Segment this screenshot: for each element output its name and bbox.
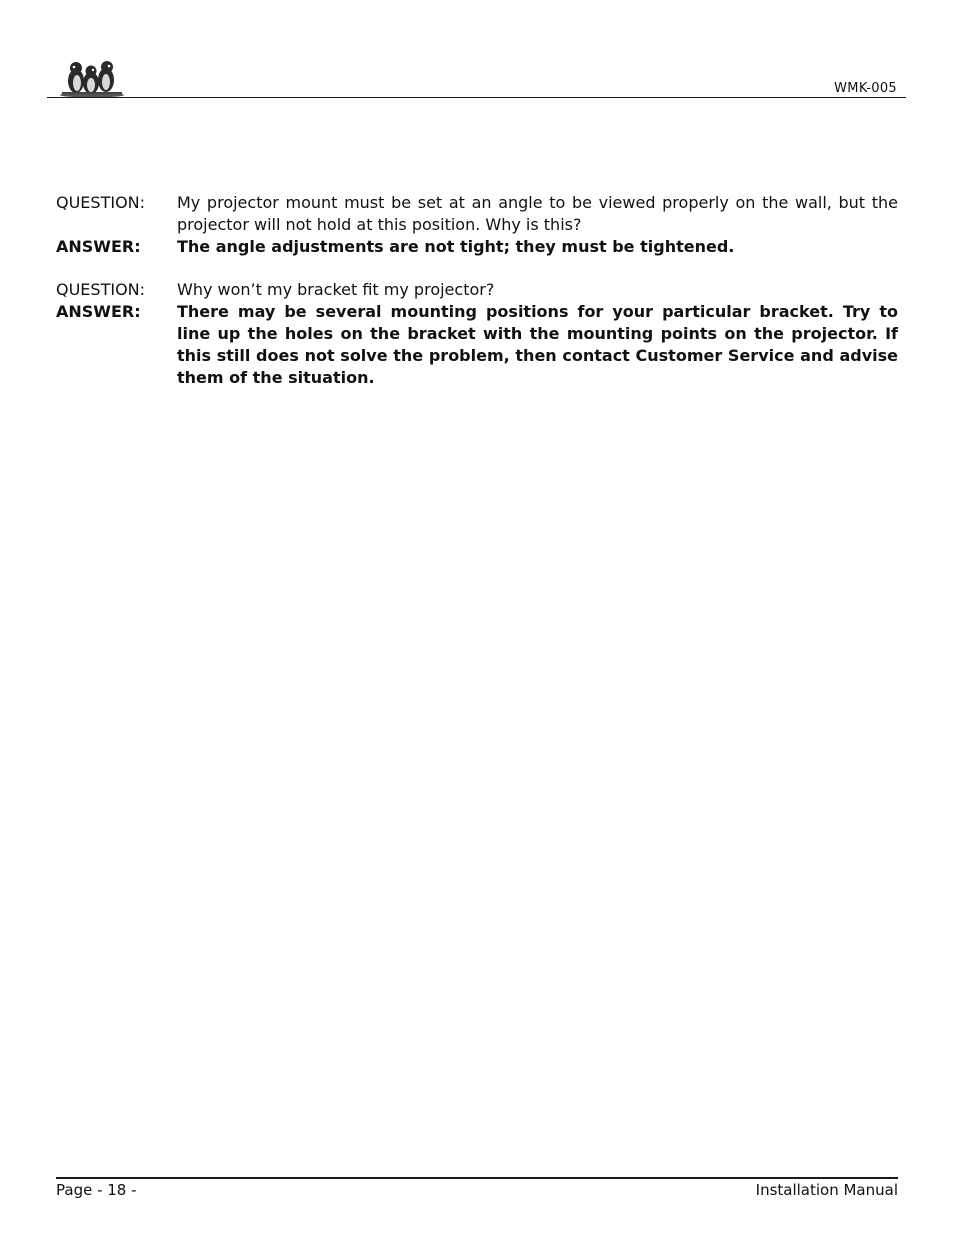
question-text: My projector mount must be set at an angle to be viewed properly on the wall, but the projector will not hold at this position. Why is this? [177, 193, 898, 234]
document-code: WMK-005 [834, 81, 897, 96]
page-number: Page - 18 - [56, 1181, 137, 1199]
faq-answer-1 [56, 236, 898, 258]
question-text: Why won’t my bracket fit my projector? [177, 280, 495, 299]
header-rule [47, 97, 906, 98]
footer-rule [56, 1177, 898, 1179]
faq-answer-2 [56, 301, 898, 389]
answer-label: ANSWER: [56, 302, 141, 321]
faq-question-2 [56, 279, 898, 301]
faq-question-1 [56, 192, 898, 236]
faq-section [56, 192, 898, 389]
birds-logo-icon [58, 58, 126, 98]
question-label: QUESTION: [56, 280, 146, 299]
manual-title: Installation Manual [755, 1181, 898, 1199]
answer-text: The angle adjustments are not tight; they must be tightened. [177, 237, 735, 256]
answer-text: There may be several mounting positions for your particular bracket. Try to line up the holes on the bracket with the mounting points on the projector. If this still does not solve the problem, then contact Customer Service and advise them of the situation. [177, 302, 898, 387]
question-label: QUESTION: [56, 193, 146, 212]
faq-spacer [56, 258, 898, 279]
answer-label: ANSWER: [56, 237, 141, 256]
